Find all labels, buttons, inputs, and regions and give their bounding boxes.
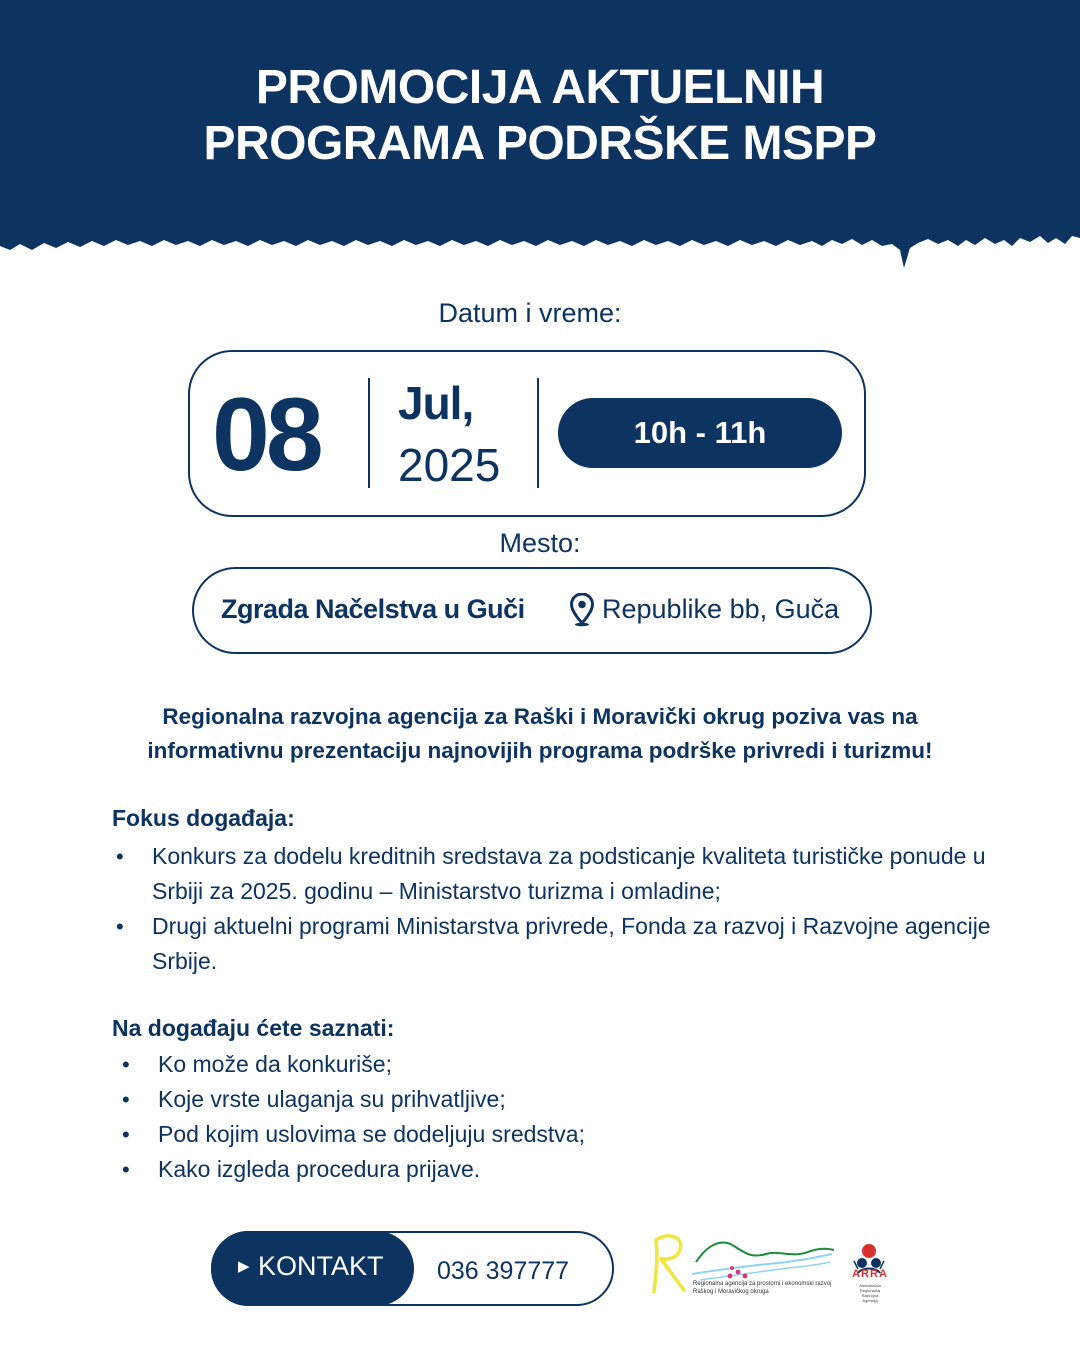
list-item: • Drugi aktuelni programi Ministarstva privrede, Fonda za razvoj i Razvojne agencije Srbije. — [152, 909, 1012, 979]
arra-sub-line: Regionalna — [859, 1288, 881, 1293]
place-card — [192, 567, 872, 654]
agency-caption-line-1: Regionalna agencija za prostorni i ekonomski razvoj — [693, 1281, 832, 1287]
intro-text — [40, 700, 1040, 768]
event-day: 08 — [212, 377, 320, 493]
contact-bar — [211, 1231, 614, 1306]
date-card — [188, 350, 866, 517]
event-time-badge: 10h - 11h — [558, 398, 842, 468]
learn-heading: Na događaju ćete saznati: — [112, 1015, 395, 1041]
intro-line-2: informativnu prezentaciju najnovijih programa podrške privredi i turizmu! — [147, 738, 933, 763]
phone-number: 036 397777 — [437, 1257, 570, 1285]
location-pin-icon — [570, 593, 594, 627]
list-item: • Koje vrste ulaganja su prihvatljive; — [158, 1082, 1018, 1117]
learn-list — [158, 1047, 1018, 1187]
contact-button[interactable] — [211, 1231, 414, 1306]
event-year: 2025 — [398, 439, 501, 491]
header-banner — [0, 0, 1080, 275]
contact-button-label: KONTAKT — [258, 1251, 384, 1281]
play-arrow-icon: ▶ — [238, 1258, 250, 1275]
place-label: Mesto: — [499, 528, 581, 558]
arra-logo-text: ARRA — [852, 1268, 888, 1280]
arra-sub-line: Razvojna — [861, 1293, 879, 1298]
list-item: • Kako izgleda procedura prijave. — [158, 1152, 1018, 1187]
divider — [368, 378, 370, 488]
arra-logo-subtitle — [850, 1283, 890, 1303]
list-item: • Konkurs za dodelu kreditnih sredstava za podsticanje kvaliteta turističke ponude u Srbiji za 2025. godinu – Ministarstvo turizma i omladine; — [152, 839, 1012, 909]
focus-heading: Fokus događaja: — [112, 805, 295, 831]
event-month: Jul, — [398, 377, 474, 429]
venue-address: Republike bb, Guča — [602, 594, 840, 624]
date-label: Datum i vreme: — [438, 298, 622, 328]
agency-caption-line-2: Raškog i Moravičkog okruga — [693, 1289, 769, 1295]
regional-agency-caption — [693, 1280, 843, 1296]
title-line-2: PROGRAMA PODRŠKE MSPP — [203, 117, 877, 170]
title-line-1: PROMOCIJA AKTUELNIH — [255, 61, 825, 114]
arra-sub-line: Agencija — [862, 1298, 878, 1303]
focus-list — [152, 839, 1012, 979]
arra-sub-line: Aleksinačka — [859, 1283, 881, 1288]
page-title — [0, 60, 1080, 172]
divider — [537, 378, 539, 488]
list-item: • Ko može da konkuriše; — [158, 1047, 1018, 1082]
intro-line-1: Regionalna razvojna agencija za Raški i Moravički okrug poziva vas na — [162, 704, 918, 729]
venue-name: Zgrada Načelstva u Guči — [221, 594, 525, 624]
list-item: • Pod kojim uslovima se dodeljuju sredstva; — [158, 1117, 1018, 1152]
